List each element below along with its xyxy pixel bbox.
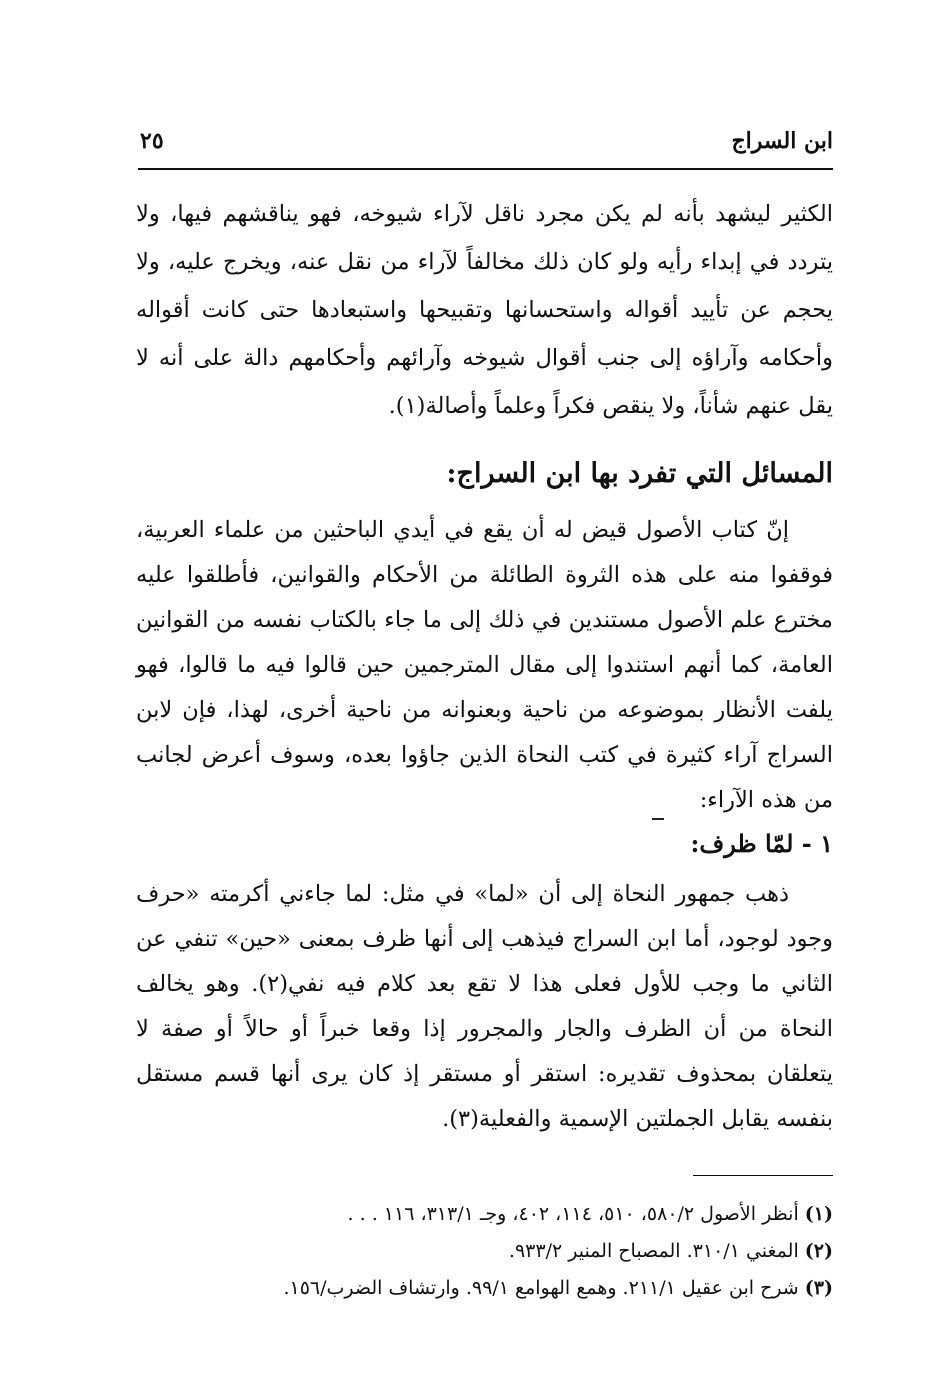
intro-paragraph-block — [136, 190, 833, 430]
footnote-text: المغني ٣١٠/١. المصباح المنير ٩٣٣/٢. — [508, 1240, 799, 1262]
intro-paragraph: الكثير ليشهد بأنه لم يكن مجرد ناقل لآراء شيوخه، فهو يناقشهم فيها، ولا يتردد في إبداء رأيه ولو كان ذلك مخالفاً لآراء من نقل عنه، ويخرج عليه، ولا يحجم عن تأييد أقواله واستحسانها وتقبيحها واستبعادها حتى كانت أقواله وأحكامه وآراؤه إلى جنب أقوال شيوخه وآرائهم وأحكامهم دالة على أنه لا يقل عنهم شأناً، ولا ينقص فكراً وعلماً وأصالة(١). — [136, 201, 833, 419]
section-paragraph: إنّ كتاب الأصول قيض له أن يقع في أيدي الباحثين من علماء العربية، فوقفوا منه على هذه الثروة الطائلة من الأحكام والقوانين، فأطلقوا عليه مخترع علم الأصول مستندين في ذلك إلى ما جاء بالكتاب نفسه من القوانين العامة، كما أنهم استندوا إلى مقال المترجمين حين قالوا فيه ما قالوا، فهو يلفت الأنظار بموضوعه من ناحية وبعنوانه من ناحية أخرى، لهذا، فإن لابن السراج آراء كثيرة في كتب النحاة الذين جاؤوا بعده، وسوف أعرض لجانب من هذه الآراء: — [136, 517, 833, 813]
item-paragraph: ذهب جمهور النحاة إلى أن «لما» في مثل: لما جاءني أكرمته «حرف وجود لوجود، أما ابن السراج فيذهب إلى أنها ظرف بمعنى «حين» تنفي عن الثاني ما وجب للأول فعلى هذا لا تقع بعد كلام فيه نفي(٢). وهو يخالف النحاة من أن الظرف والجار والمجرور إذا وقعا خبراً أو حالاً أو صفة لا يتعلقان بمحذوف تقديره: استقر أو مستقر إذ كان يرى أنها قسم مستقل بنفسه يقابل الجملتين الإسمية والفعلية(٣). — [136, 881, 833, 1132]
header-rule — [138, 168, 833, 170]
item-heading: ١ - لمّا ظرف: — [690, 829, 833, 858]
footnotes — [136, 1196, 833, 1307]
print-mark — [652, 818, 664, 820]
footnote-text: أنظر الأصول ٥٨٠/٢، ٥١٠، ١١٤، ٤٠٢، وجـ ٣١٣/١، ١١٦ . . . — [347, 1203, 799, 1225]
footnote-2 — [136, 1233, 833, 1270]
footnote-rule — [693, 1175, 833, 1176]
footnote-1 — [136, 1196, 833, 1233]
footnote-text: شرح ابن عقيل ٢١١/١. وهمع الهوامع ٩٩/١. وارتشاف الضرب/١٥٦. — [283, 1277, 799, 1299]
footnote-mark: (٣) — [804, 1277, 833, 1299]
section-paragraph-block — [136, 508, 833, 823]
running-head: ابن السراج — [731, 128, 833, 154]
footnote-3 — [136, 1270, 833, 1307]
item-paragraph-block — [136, 872, 833, 1142]
page-number: ٢٥ — [140, 128, 164, 154]
section-title: المسائل التي تفرد بها ابن السراج: — [446, 458, 833, 489]
footnote-mark: (١) — [804, 1203, 833, 1225]
footnote-mark: (٢) — [804, 1240, 833, 1262]
